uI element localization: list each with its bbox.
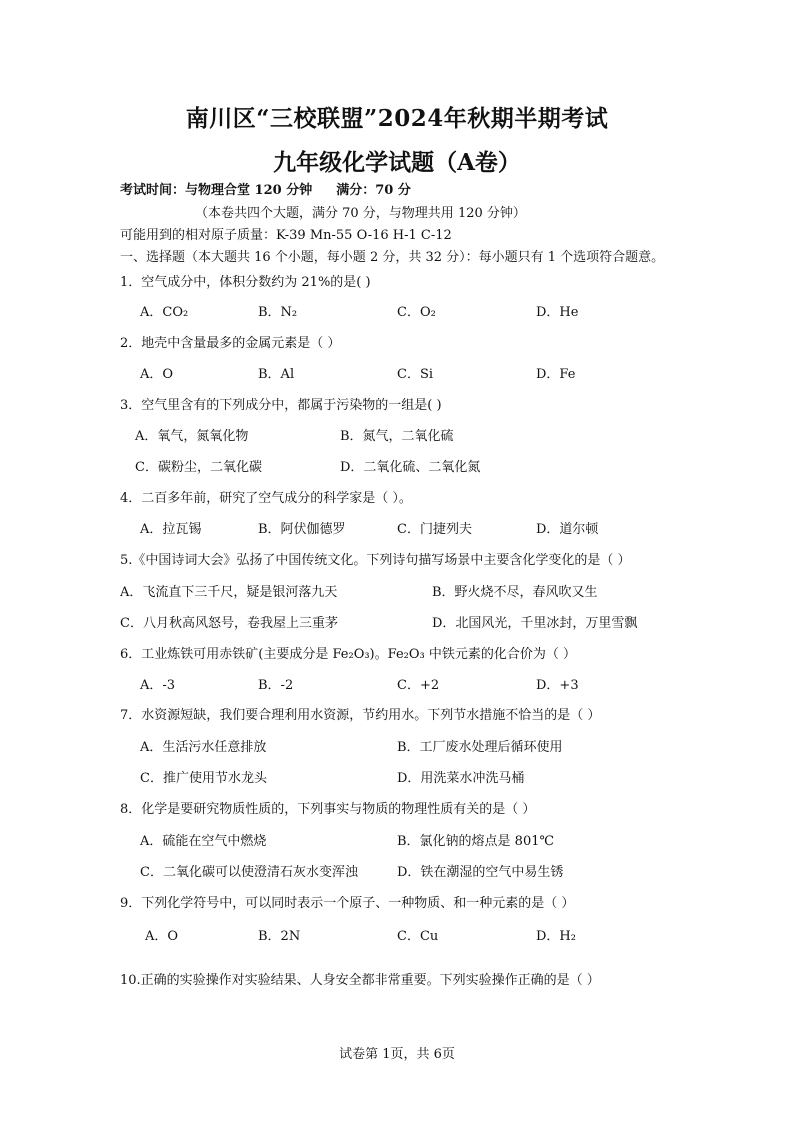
question-stem: 6．工业炼铁可用赤铁矿(主要成分是 Fe₂O₃)。Fe₂O₃ 中铁元素的化合价为（ ） — [120, 647, 576, 662]
option-b: B．N₂ — [258, 305, 298, 320]
option-c: C．八月秋高风怒号，卷我屋上三重茅 — [120, 616, 338, 631]
option-b: B．氯化钠的熔点是 801℃ — [397, 834, 555, 849]
question-stem: 5.《中国诗词大会》弘扬了中国传统文化。下列诗句描写场景中主要含化学变化的是（ ） — [120, 553, 631, 568]
question-stem: 8．化学是要研究物质性质的，下列事实与物质的物理性质有关的是（ ） — [120, 802, 536, 817]
option-b: B．氮气，二氧化硫 — [340, 429, 454, 444]
option-d: D．二氧化硫、二氧化氮 — [340, 460, 481, 475]
option-c: C．Si — [397, 367, 434, 382]
option-b: B．阿伏伽德罗 — [258, 522, 346, 537]
question-stem: 4．二百多年前，研究了空气成分的科学家是（ ）。 — [120, 491, 412, 506]
option-c: C．门捷列夫 — [397, 522, 472, 537]
option-d: D．H₂ — [536, 929, 576, 944]
option-c: C．碳粉尘，二氧化碳 — [135, 460, 262, 475]
option-d: D．道尔顿 — [536, 522, 599, 537]
option-b: B．工厂废水处理后循环使用 — [397, 740, 563, 755]
exam-info — [120, 183, 411, 199]
question-stem: 7．水资源短缺，我们要合理利用水资源，节约用水。下列节水措施不恰当的是（ ） — [120, 708, 601, 723]
full-score: 满分：70 分 — [336, 183, 411, 198]
option-a: A．生活污水任意排放 — [140, 740, 267, 755]
option-d: D．Fe — [536, 367, 576, 382]
option-d: D．+3 — [536, 678, 579, 693]
option-a: A．硫能在空气中燃烧 — [140, 834, 267, 849]
option-c: C．+2 — [397, 678, 440, 693]
option-d: D．北国风光，千里冰封，万里雪飘 — [432, 616, 638, 631]
option-a: A．-3 — [140, 678, 176, 693]
option-b: B．-2 — [258, 678, 294, 693]
atomic-masses: 可能用到的相对原子质量：K-39 Mn-55 O-16 H-1 C-12 — [120, 228, 452, 243]
option-a: A．飞流直下三千尺，疑是银河落九天 — [120, 585, 338, 600]
question-stem: 2．地壳中含量最多的金属元素是（ ） — [120, 336, 341, 351]
option-d: D．铁在潮湿的空气中易生锈 — [397, 865, 564, 880]
exam-note: （本卷共四个大题，满分 70 分，与物理共用 120 分钟） — [195, 206, 526, 221]
option-a: A．CO₂ — [140, 305, 189, 320]
option-c: C．O₂ — [397, 305, 436, 320]
option-c: C．Cu — [397, 929, 439, 944]
exam-title: 南川区“三校联盟”2024年秋期半期考试 — [185, 105, 609, 132]
option-b: B．野火烧不尽，春风吹又生 — [432, 585, 598, 600]
option-a: A．O — [145, 929, 179, 944]
question-stem: 10.正确的实验操作对实验结果、人身安全都非常重要。下列实验操作正确的是（ ） — [120, 973, 600, 988]
option-a: A．拉瓦锡 — [140, 522, 202, 537]
question-stem: 1．空气成分中，体积分数约为 21%的是( ) — [120, 275, 371, 290]
question-stem: 9．下列化学符号中，可以同时表示一个原子、一种物质、和一种元素的是（ ） — [120, 896, 575, 911]
option-c: C．推广使用节水龙头 — [140, 771, 267, 786]
option-d: D．用洗菜水冲洗马桶 — [397, 771, 525, 786]
exam-time: 考试时间：与物理合堂 120 分钟 — [120, 183, 313, 198]
question-stem: 3．空气里含有的下列成分中，都属于污染物的一组是( ) — [120, 398, 442, 413]
option-b: B．Al — [258, 367, 295, 382]
option-a: A．O — [140, 367, 174, 382]
option-a: A．氧气，氮氧化物 — [135, 429, 249, 444]
option-c: C．二氧化碳可以使澄清石灰水变浑浊 — [140, 865, 358, 880]
section-heading: 一、选择题（本大题共 16 个小题，每小题 2 分，共 32 分）：每小题只有 1 个选项符合题意。 — [120, 250, 665, 265]
option-d: D．He — [536, 305, 579, 320]
exam-subtitle: 九年级化学试题（A卷） — [273, 149, 521, 176]
option-b: B．2N — [258, 929, 301, 944]
page-footer: 试卷第 1页，共 6页 — [339, 1047, 455, 1062]
